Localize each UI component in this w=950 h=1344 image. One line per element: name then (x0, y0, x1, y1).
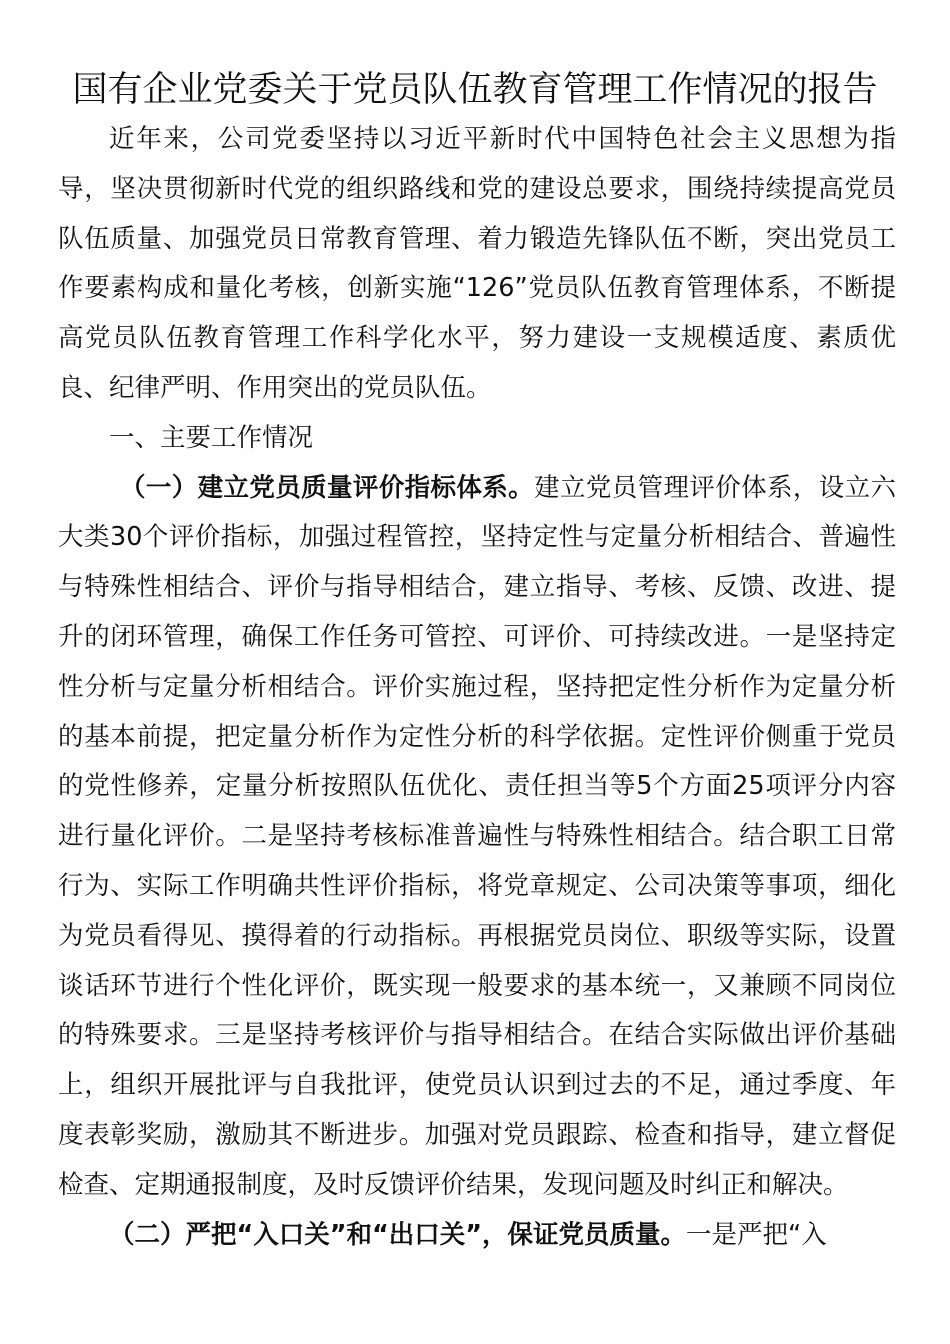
subsection-1-paragraph (58, 464, 896, 1211)
subsection-2-paragraph (58, 1211, 896, 1261)
subsection-2-text: 一是严把“入 (686, 1219, 827, 1250)
subsection-1-text: 建立党员管理评价体系，设立六大类30个评价指标，加强过程管控，坚持定性与定量分析相结合、普遍性与特殊性相结合、评价与指导相结合，建立指导、考核、反馈、改进、提升的闭环管理，确保工作任务可管控、可评价、可持续改进。一是坚持定性分析与定量分析相结合。评价实施过程，坚持把定性分析作为定量分析的基本前提，把定量分析作为定性分析的科学依据。定性评价侧重于党员的党性修养，定量分析按照队伍优化、责任担当等5个方面25项评分内容进行量化评价。二是坚持考核标准普遍性与特殊性相结合。结合职工日常行为、实际工作明确共性评价指标，将党章规定、公司决策等事项，细化为党员看得见、摸得着的行动指标。再根据党员岗位、职级等实际，设置谈话环节进行个性化评价，既实现一般要求的基本统一，又兼顾不同岗位的特殊要求。三是坚持考核评价与指导相结合。在结合实际做出评价基础上，组织开展批评与自我批评，使党员认识到过去的不足，通过季度、年度表彰奖励，激励其不断进步。加强对党员跟踪、检查和指导，建立督促检查、定期通报制度，及时反馈评价结果，发现问题及时纠正和解决。 (58, 472, 896, 1200)
document-title: 国有企业党委关于党员队伍教育管理工作情况的报告 (72, 70, 878, 110)
section-heading: 一、主要工作情况 (109, 422, 314, 453)
subsection-2-heading: （二）严把“入口关”和“出口关”，保证党员质量。 (109, 1219, 687, 1250)
intro-paragraph: 近年来，公司党委坚持以习近平新时代中国特色社会主义思想为指导，坚决贯彻新时代党的组织路线和党的建设总要求，围绕持续提高党员队伍质量、加强党员日常教育管理、着力锻造先锋队伍不断，突出党员工作要素构成和量化考核，创新实施“126”党员队伍教育管理体系，不断提高党员队伍教育管理工作科学化水平，努力建设一支规模适度、素质优良、纪律严明、作用突出的党员队伍。 (58, 124, 896, 403)
subsection-1-heading: （一）建立党员质量评价指标体系。 (120, 472, 535, 503)
document-body (58, 115, 896, 1260)
